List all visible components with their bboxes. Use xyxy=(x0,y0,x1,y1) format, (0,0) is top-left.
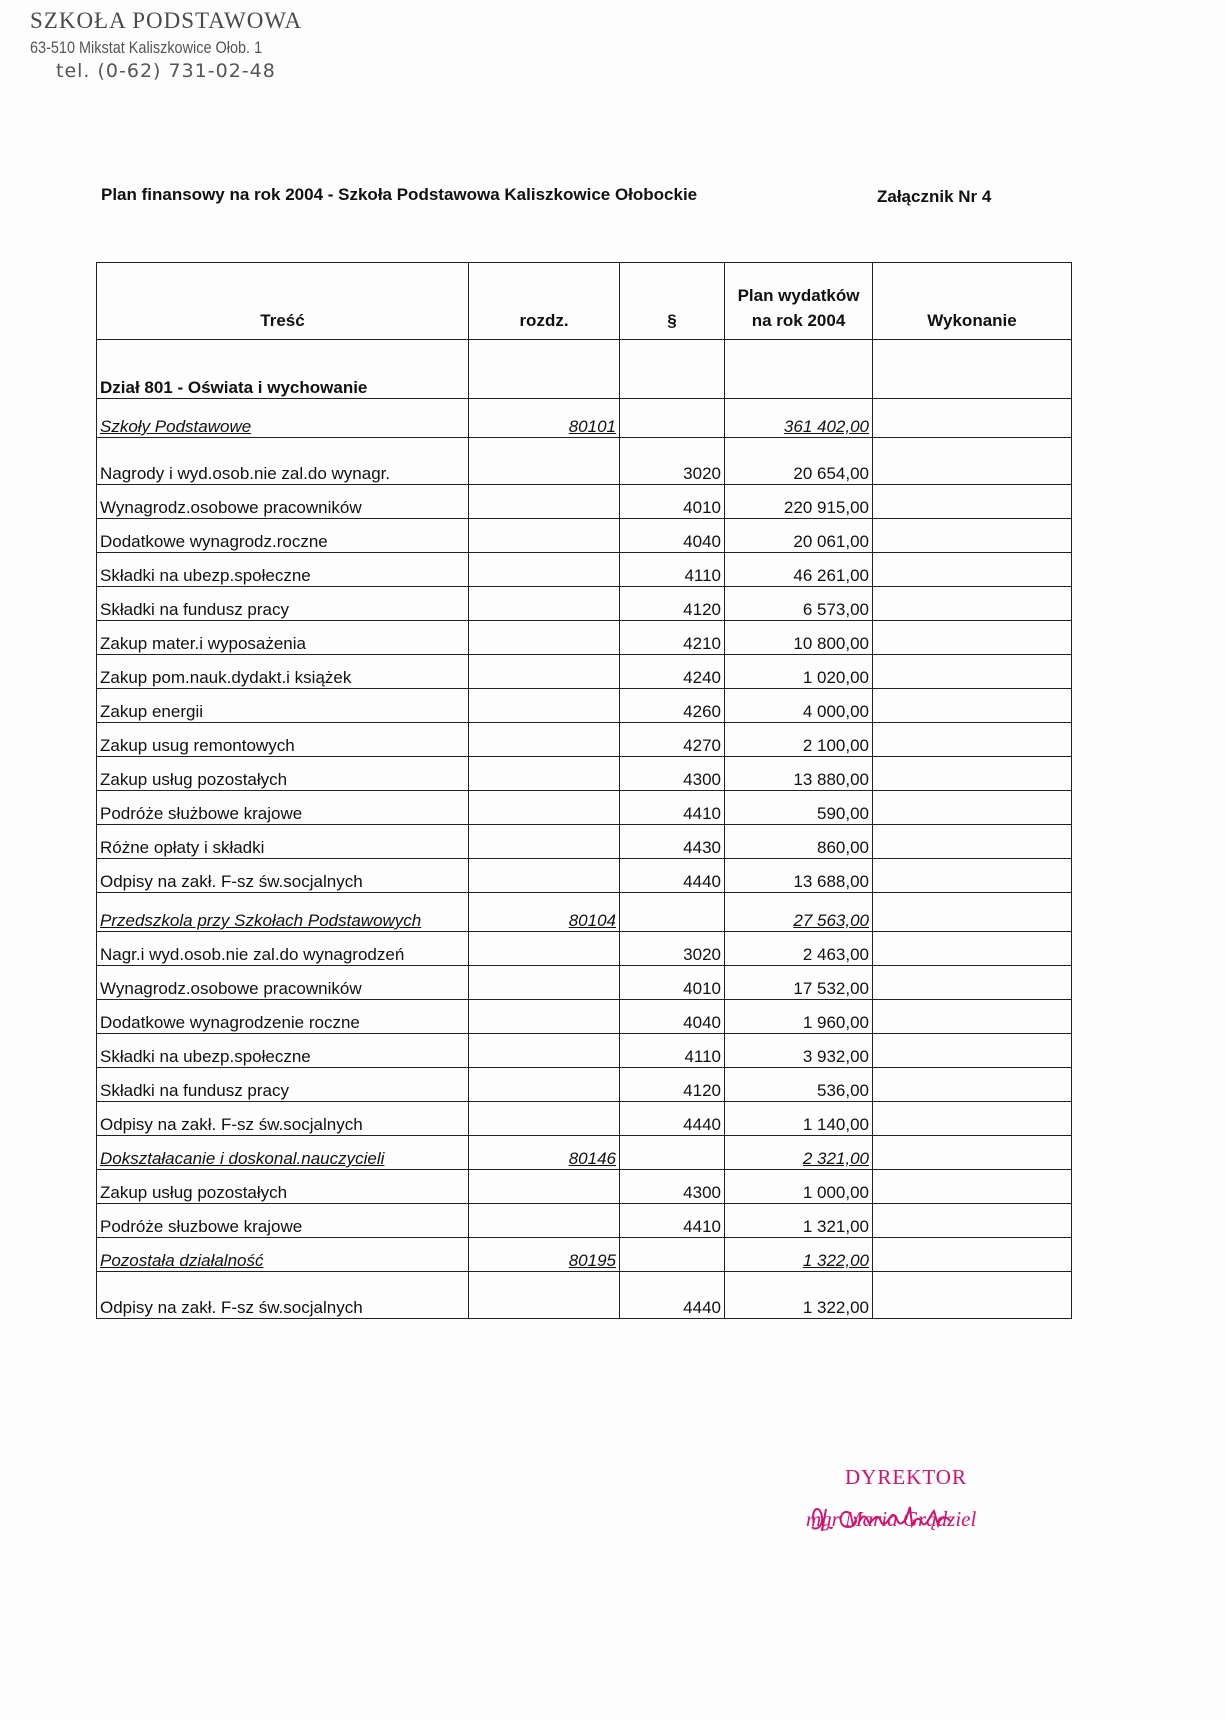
row-amount: 2 463,00 xyxy=(725,932,873,966)
row-paragraph: 4010 xyxy=(620,485,725,519)
row-amount: 1 322,00 xyxy=(725,1272,873,1319)
execution-cell xyxy=(873,689,1072,723)
row-description: Składki na fundusz pracy xyxy=(97,587,469,621)
row-description: Zakup mater.i wyposażenia xyxy=(97,621,469,655)
row-amount: 590,00 xyxy=(725,791,873,825)
row-paragraph: 4120 xyxy=(620,587,725,621)
row-rozdz xyxy=(469,932,620,966)
row-paragraph: 4430 xyxy=(620,825,725,859)
table-row xyxy=(97,519,1072,553)
execution-cell xyxy=(873,1170,1072,1204)
execution-cell xyxy=(873,966,1072,1000)
row-description: Nagrody i wyd.osob.nie zal.do wynagr. xyxy=(97,438,469,485)
row-description: Składki na ubezp.społeczne xyxy=(97,1034,469,1068)
row-amount: 4 000,00 xyxy=(725,689,873,723)
row-amount: 860,00 xyxy=(725,825,873,859)
row-paragraph: 4260 xyxy=(620,689,725,723)
row-description: Wynagrodz.osobowe pracowników xyxy=(97,485,469,519)
execution-cell xyxy=(873,723,1072,757)
table-row xyxy=(97,1102,1072,1136)
row-rozdz xyxy=(469,655,620,689)
row-paragraph: 4110 xyxy=(620,553,725,587)
table-row xyxy=(97,1272,1072,1319)
table-row xyxy=(97,1034,1072,1068)
row-description: Odpisy na zakł. F-sz św.socjalnych xyxy=(97,1102,469,1136)
subchapter-total: 27 563,00 xyxy=(793,911,869,930)
execution-cell xyxy=(873,485,1072,519)
row-amount: 220 915,00 xyxy=(725,485,873,519)
row-amount: 1 960,00 xyxy=(725,1000,873,1034)
execution-cell xyxy=(873,519,1072,553)
row-paragraph: 4410 xyxy=(620,1204,725,1238)
section-title: Dział 801 - Oświata i wychowanie xyxy=(97,340,469,399)
col-header-plan-line1: Plan wydatków xyxy=(737,286,860,305)
row-description: Podróże służbowe krajowe xyxy=(97,791,469,825)
row-description: Podróże słuzbowe krajowe xyxy=(97,1204,469,1238)
row-paragraph: 4010 xyxy=(620,966,725,1000)
row-amount: 1 321,00 xyxy=(725,1204,873,1238)
row-rozdz xyxy=(469,1102,620,1136)
financial-plan-table xyxy=(96,262,1072,1319)
stamp-school-name: SZKOŁA PODSTAWOWA xyxy=(30,8,303,33)
row-paragraph: 4110 xyxy=(620,1034,725,1068)
subchapter-name: Szkoły Podstawowe xyxy=(100,417,252,436)
execution-cell xyxy=(873,621,1072,655)
row-paragraph: 4300 xyxy=(620,1170,725,1204)
row-amount: 1 000,00 xyxy=(725,1170,873,1204)
execution-cell xyxy=(873,825,1072,859)
execution-cell xyxy=(873,757,1072,791)
row-amount: 1 020,00 xyxy=(725,655,873,689)
table-row xyxy=(97,859,1072,893)
table-row xyxy=(97,438,1072,485)
row-description: Składki na ubezp.społeczne xyxy=(97,553,469,587)
execution-cell xyxy=(873,399,1072,438)
table-row xyxy=(97,723,1072,757)
execution-cell xyxy=(873,587,1072,621)
row-paragraph: 4410 xyxy=(620,791,725,825)
execution-cell xyxy=(873,1102,1072,1136)
table-header-row xyxy=(97,263,1072,340)
row-paragraph: 3020 xyxy=(620,932,725,966)
row-rozdz xyxy=(469,1272,620,1319)
table-row xyxy=(97,485,1072,519)
school-stamp xyxy=(30,8,303,82)
annex-number: Załącznik Nr 4 xyxy=(877,187,992,206)
row-rozdz xyxy=(469,485,620,519)
row-description: Zakup energii xyxy=(97,689,469,723)
row-amount: 46 261,00 xyxy=(725,553,873,587)
row-amount: 13 880,00 xyxy=(725,757,873,791)
row-description: Nagr.i wyd.osob.nie zal.do wynagrodzeń xyxy=(97,932,469,966)
table-row xyxy=(97,553,1072,587)
execution-cell xyxy=(873,859,1072,893)
row-paragraph: 4300 xyxy=(620,757,725,791)
subchapter-total: 2 321,00 xyxy=(802,1149,869,1168)
execution-cell xyxy=(873,438,1072,485)
row-rozdz xyxy=(469,791,620,825)
subchapter-rozdz: 80101 xyxy=(568,417,616,436)
row-amount: 6 573,00 xyxy=(725,587,873,621)
execution-cell xyxy=(873,1000,1072,1034)
table-row xyxy=(97,1068,1072,1102)
row-amount: 20 654,00 xyxy=(725,438,873,485)
table-body xyxy=(97,340,1072,1319)
row-rozdz xyxy=(469,689,620,723)
row-amount: 536,00 xyxy=(725,1068,873,1102)
subchapter-rozdz: 80104 xyxy=(568,911,616,930)
table-row xyxy=(97,966,1072,1000)
row-amount: 2 100,00 xyxy=(725,723,873,757)
execution-cell xyxy=(873,553,1072,587)
row-paragraph: 4210 xyxy=(620,621,725,655)
document-title: Plan finansowy na rok 2004 - Szkoła Podstawowa Kaliszkowice Ołobockie xyxy=(101,185,698,204)
row-rozdz xyxy=(469,966,620,1000)
subchapter-row xyxy=(97,893,1072,932)
stamp-address: 63-510 Mikstat Kaliszkowice Ołob. 1 xyxy=(30,38,263,57)
row-description: Odpisy na zakł. F-sz św.socjalnych xyxy=(97,1272,469,1319)
row-rozdz xyxy=(469,1068,620,1102)
row-amount: 3 932,00 xyxy=(725,1034,873,1068)
row-paragraph: 4120 xyxy=(620,1068,725,1102)
row-amount: 13 688,00 xyxy=(725,859,873,893)
row-amount: 20 061,00 xyxy=(725,519,873,553)
execution-cell xyxy=(873,932,1072,966)
row-paragraph: 4040 xyxy=(620,519,725,553)
col-header-rozdz: rozdz. xyxy=(469,263,620,340)
execution-cell xyxy=(873,1204,1072,1238)
execution-cell xyxy=(873,1034,1072,1068)
row-rozdz xyxy=(469,519,620,553)
execution-cell xyxy=(873,1068,1072,1102)
execution-cell xyxy=(873,893,1072,932)
table-row xyxy=(97,1000,1072,1034)
row-description: Wynagrodz.osobowe pracowników xyxy=(97,966,469,1000)
subchapter-row xyxy=(97,399,1072,438)
row-description: Dodatkowe wynagrodz.roczne xyxy=(97,519,469,553)
subchapter-total: 1 322,00 xyxy=(802,1251,869,1270)
table-row xyxy=(97,1204,1072,1238)
col-header-exec: Wykonanie xyxy=(873,263,1072,340)
execution-cell xyxy=(873,655,1072,689)
row-paragraph: 4040 xyxy=(620,1000,725,1034)
row-rozdz xyxy=(469,587,620,621)
row-description: Zakup usług pozostałych xyxy=(97,1170,469,1204)
row-rozdz xyxy=(469,757,620,791)
row-rozdz xyxy=(469,621,620,655)
row-description: Zakup usug remontowych xyxy=(97,723,469,757)
section-row xyxy=(97,340,1072,399)
row-rozdz xyxy=(469,553,620,587)
row-paragraph: 4270 xyxy=(620,723,725,757)
table-row xyxy=(97,655,1072,689)
row-description: Zakup pom.nauk.dydakt.i książek xyxy=(97,655,469,689)
signature-title: DYREKTOR xyxy=(845,1465,967,1489)
row-rozdz xyxy=(469,438,620,485)
col-header-para: § xyxy=(620,263,725,340)
execution-cell xyxy=(873,791,1072,825)
execution-cell xyxy=(873,1136,1072,1170)
row-amount: 17 532,00 xyxy=(725,966,873,1000)
subchapter-name: Dokształacanie i doskonal.nauczycieli xyxy=(100,1149,385,1168)
row-rozdz xyxy=(469,1034,620,1068)
execution-cell xyxy=(873,1272,1072,1319)
row-description: Dodatkowe wynagrodzenie roczne xyxy=(97,1000,469,1034)
col-header-desc: Treść xyxy=(97,263,469,340)
row-rozdz xyxy=(469,1000,620,1034)
subchapter-name: Przedszkola przy Szkołach Podstawowych xyxy=(100,911,422,930)
table-row xyxy=(97,791,1072,825)
stamp-phone: tel. (0-62) 731-02-48 xyxy=(56,60,276,82)
row-rozdz xyxy=(469,1170,620,1204)
row-description: Odpisy na zakł. F-sz św.socjalnych xyxy=(97,859,469,893)
table-row xyxy=(97,1170,1072,1204)
table-row xyxy=(97,932,1072,966)
row-paragraph: 4440 xyxy=(620,1102,725,1136)
subchapter-rozdz: 80146 xyxy=(568,1149,616,1168)
row-rozdz xyxy=(469,825,620,859)
row-rozdz xyxy=(469,859,620,893)
row-description: Różne opłaty i składki xyxy=(97,825,469,859)
table-row xyxy=(97,689,1072,723)
row-paragraph: 4240 xyxy=(620,655,725,689)
col-header-plan-line2: na rok 2004 xyxy=(751,311,846,330)
col-header-plan xyxy=(725,263,873,340)
table-row xyxy=(97,587,1072,621)
row-rozdz xyxy=(469,723,620,757)
signature-block xyxy=(800,1465,1040,1575)
row-description: Zakup usług pozostałych xyxy=(97,757,469,791)
signature-name: mgr Maria Grądziel xyxy=(806,1507,977,1531)
subchapter-total: 361 402,00 xyxy=(783,417,869,436)
execution-cell xyxy=(873,1238,1072,1272)
table-row xyxy=(97,825,1072,859)
row-paragraph: 3020 xyxy=(620,438,725,485)
row-amount: 1 140,00 xyxy=(725,1102,873,1136)
row-paragraph: 4440 xyxy=(620,1272,725,1319)
row-paragraph: 4440 xyxy=(620,859,725,893)
table-row xyxy=(97,757,1072,791)
row-amount: 10 800,00 xyxy=(725,621,873,655)
subchapter-row xyxy=(97,1136,1072,1170)
subchapter-row xyxy=(97,1238,1072,1272)
subchapter-name: Pozostała działalność xyxy=(100,1251,264,1270)
table-row xyxy=(97,621,1072,655)
row-description: Składki na fundusz pracy xyxy=(97,1068,469,1102)
row-rozdz xyxy=(469,1204,620,1238)
subchapter-rozdz: 80195 xyxy=(568,1251,616,1270)
